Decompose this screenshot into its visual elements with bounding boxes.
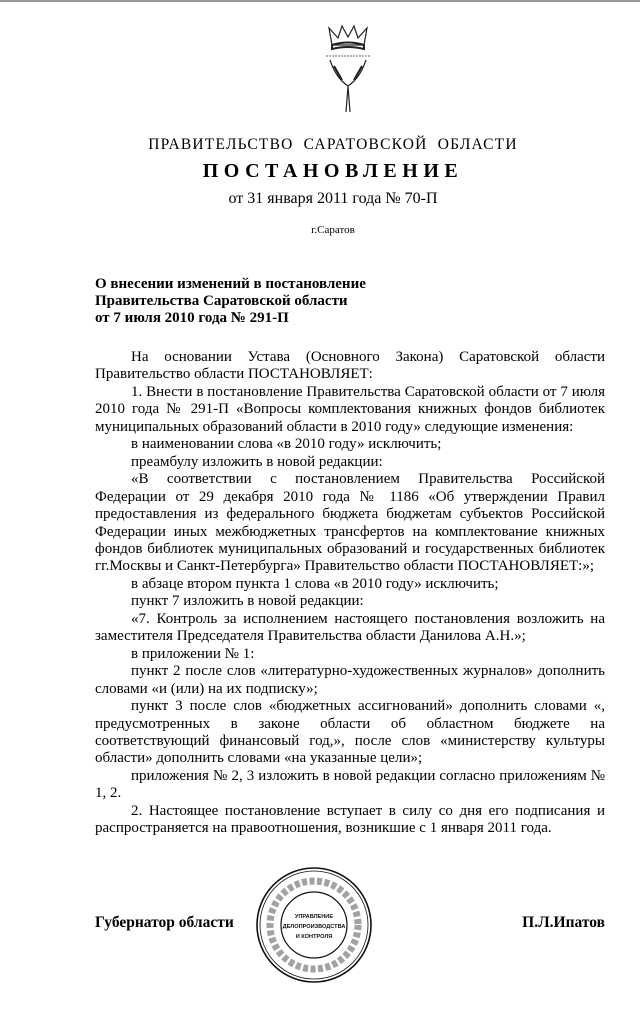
paragraph: пункт 3 после слов «бюджетных ассигнований» дополнить словами «, предусмотренных в законе области об областном бюджете на соответствующий финансовый год,», после слов «министерству культуры области» дополнить словами «на указанные цели»; <box>95 698 605 767</box>
title-line: Правительства Саратовской области <box>95 293 348 309</box>
official-stamp <box>255 866 373 984</box>
paragraph: «В соответствии с постановлением Правительства Российской Федерации от 29 декабря 2010 года № 1186 «Об утверждении Правил предоставления из федерального бюджета бюджетам субъектов Российской Федерации иных межбюджетных трансфертов на комплектование книжных фондов библиотек муниципальных образований и государственных библиотек гг.Москвы и Санкт-Петербурга» Правительство области ПОСТАНОВЛЯЕТ:»; <box>95 471 605 575</box>
title-line: О внесении изменений в постановление <box>95 276 366 292</box>
document-title <box>95 276 366 327</box>
scan-edge-line <box>0 0 640 2</box>
paragraph: в абзаце втором пункта 1 слова «в 2010 году» исключить; <box>131 575 499 592</box>
paragraph: 1. Внести в постановление Правительства Саратовской области от 7 июля 2010 года № 291-П «Вопросы комплектования книжных фондов библиотек муниципальных образований области в 2010 году» следующие изменения: <box>95 383 605 435</box>
document-type: ПОСТАНОВЛЕНИЕ <box>202 160 464 182</box>
paragraph: приложения № 2, 3 изложить в новой редакции согласно приложениям № 1, 2. <box>95 767 605 802</box>
stamp-inner-line: И КОНТРОЛЯ <box>295 933 333 940</box>
paragraph: На основании Устава (Основного Закона) Саратовской области Правительство области ПОСТАНОВЛЯЕТ: <box>95 349 605 383</box>
signatory-name: П.Л.Ипатов <box>522 913 605 931</box>
document-body <box>95 349 605 838</box>
paragraph: пункт 7 изложить в новой редакции: <box>131 593 364 610</box>
coat-of-arms-emblem <box>318 20 378 112</box>
signatory-position: Губернатор области <box>95 913 234 931</box>
paragraph: в приложении № 1: <box>131 645 255 662</box>
document-content <box>95 349 605 1010</box>
government-name: ПРАВИТЕЛЬСТВО САРАТОВСКОЙ ОБЛАСТИ <box>148 136 518 153</box>
paragraph: «7. Контроль за исполнением настоящего постановления возложить на заместителя Председателя Правительства области Данилова А.Н.»; <box>95 610 605 645</box>
signature-block <box>95 866 605 990</box>
paragraph: пункт 2 после слов «литературно-художественных журналов» дополнить словами «и (или) на их подписку»; <box>95 663 605 697</box>
paragraph: 2. Настоящее постановление вступает в силу со дня его подписания и распространяется на правоотношения, возникшие с 1 января 2011 года. <box>95 802 605 837</box>
title-line: от 7 июля 2010 года № 291-П <box>95 310 289 326</box>
stamp-inner-line: ДЕЛОПРОИЗВОДСТВА <box>282 923 346 930</box>
document-city: г.Саратов <box>311 224 355 236</box>
paragraph: преамбулу изложить в новой редакции: <box>131 453 383 470</box>
stamp-inner-line: УПРАВЛЕНИЕ <box>294 913 334 920</box>
paragraph: в наименовании слова «в 2010 году» исключить; <box>131 436 442 453</box>
document-date-number: от 31 января 2011 года № 70-П <box>228 190 438 207</box>
